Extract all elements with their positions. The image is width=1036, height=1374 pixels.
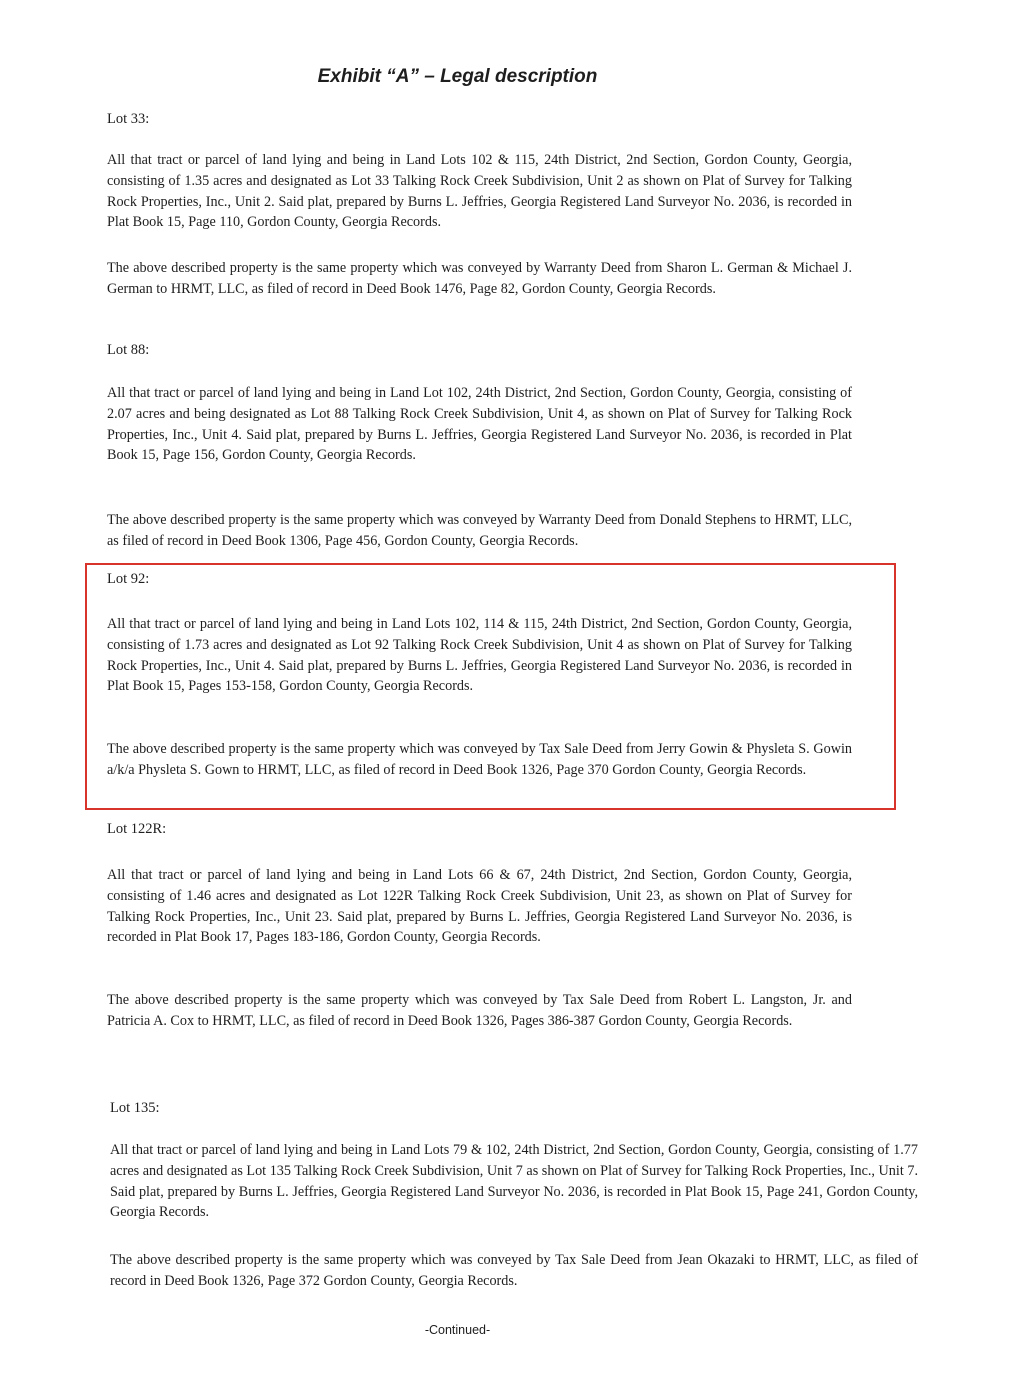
lot-122r-label: Lot 122R: bbox=[107, 821, 167, 837]
lot-122r-conveyance: The above described property is the same property which was conveyed by Tax Sale Deed from Robert L. Langston, Jr. and Patricia A. Cox to HRMT, LLC, as filed of record in Deed Book 1326, Pages 386-387 Gordon County, Georgia Records. bbox=[107, 992, 852, 1029]
lot-135-conveyance: The above described property is the same property which was conveyed by Tax Sale Deed from Jean Okazaki to HRMT, LLC, as filed of record in Deed Book 1326, Page 372 Gordon County, Georgia Records. bbox=[110, 1252, 918, 1289]
lot-122r-description: All that tract or parcel of land lying and being in Land Lots 66 & 67, 24th District, 2nd Section, Gordon County, Georgia, consisting of 1.46 acres and designated as Lot 122R Talking Rock Creek Subdivision, Unit 23, as shown on Plat of Survey for Talking Rock Properties, Inc., Unit 23. Said plat, prepared by Burns L. Jeffries, Georgia Registered Land Surveyor No. 2036, is recorded in Plat Book 17, Pages 183-186, Gordon County, Georgia Records. bbox=[107, 867, 852, 946]
lot-88-conveyance: The above described property is the same property which was conveyed by Warranty Deed from Donald Stephens to HRMT, LLC, as filed of record in Deed Book 1306, Page 456, Gordon County, Georgia Records. bbox=[107, 512, 852, 549]
continued-footer: -Continued- bbox=[424, 1323, 491, 1337]
lot-88-label: Lot 88: bbox=[107, 342, 150, 358]
document-title: Exhibit “A” – Legal description bbox=[317, 66, 598, 87]
lot-33-description: All that tract or parcel of land lying and being in Land Lots 102 & 115, 24th District, 2nd Section, Gordon County, Georgia, consisting of 1.35 acres and designated as Lot 33 Talking Rock Creek Subdivision, Unit 2 as shown on Plat of Survey for Talking Rock Properties, Inc., Unit 2. Said plat, prepared by Burns L. Jeffries, Georgia Registered Land Surveyor No. 2036, is recorded in Plat Book 15, Page 110, Gordon County, Georgia Records. bbox=[107, 152, 852, 231]
lot-135-label: Lot 135: bbox=[110, 1100, 160, 1116]
lot-92-description: All that tract or parcel of land lying and being in Land Lots 102, 114 & 115, 24th District, 2nd Section, Gordon County, Georgia, consisting of 1.73 acres and designated as Lot 92 Talking Rock Creek Subdivision, Unit 4 as shown on Plat of Survey for Talking Rock Properties, Inc., Unit 4. Said plat, prepared by Burns L. Jeffries, Georgia Registered Land Surveyor No. 2036, is recorded in Plat Book 15, Pages 153-158, Gordon County, Georgia Records. bbox=[107, 616, 852, 695]
lot-135-description: All that tract or parcel of land lying and being in Land Lots 79 & 102, 24th District, 2nd Section, Gordon County, Georgia, consisting of 1.77 acres and designated as Lot 135 Talking Rock Creek Subdivision, Unit 7 as shown on Plat of Survey for Talking Rock Properties, Inc., Unit 7. Said plat, prepared by Burns L. Jeffries, Georgia Registered Land Surveyor No. 2036, is recorded in Plat Book 15, Page 241, Gordon County, Georgia Records. bbox=[110, 1142, 918, 1221]
lot-33-label: Lot 33: bbox=[107, 111, 150, 127]
lot-88-description: All that tract or parcel of land lying and being in Land Lot 102, 24th District, 2nd Section, Gordon County, Georgia, consisting of 2.07 acres and being designated as Lot 88 Talking Rock Creek Subdivision, Unit 4, as shown on Plat of Survey for Talking Rock Properties, Inc., Unit 4. Said plat, prepared by Burns L. Jeffries, Georgia Registered Land Surveyor No. 2036, is recorded in Plat Book 15, Page 156, Gordon County, Georgia Records. bbox=[107, 385, 852, 464]
lot-33-conveyance: The above described property is the same property which was conveyed by Warranty Deed from Sharon L. German & Michael J. German to HRMT, LLC, as filed of record in Deed Book 1476, Page 82, Gordon County, Georgia Records. bbox=[107, 260, 852, 297]
lot-92-conveyance: The above described property is the same property which was conveyed by Tax Sale Deed from Jerry Gowin & Physleta S. Gowin a/k/a Physleta S. Gown to HRMT, LLC, as filed of record in Deed Book 1326, Page 370 Gordon County, Georgia Records. bbox=[107, 741, 852, 778]
lot-92-label: Lot 92: bbox=[107, 571, 150, 587]
